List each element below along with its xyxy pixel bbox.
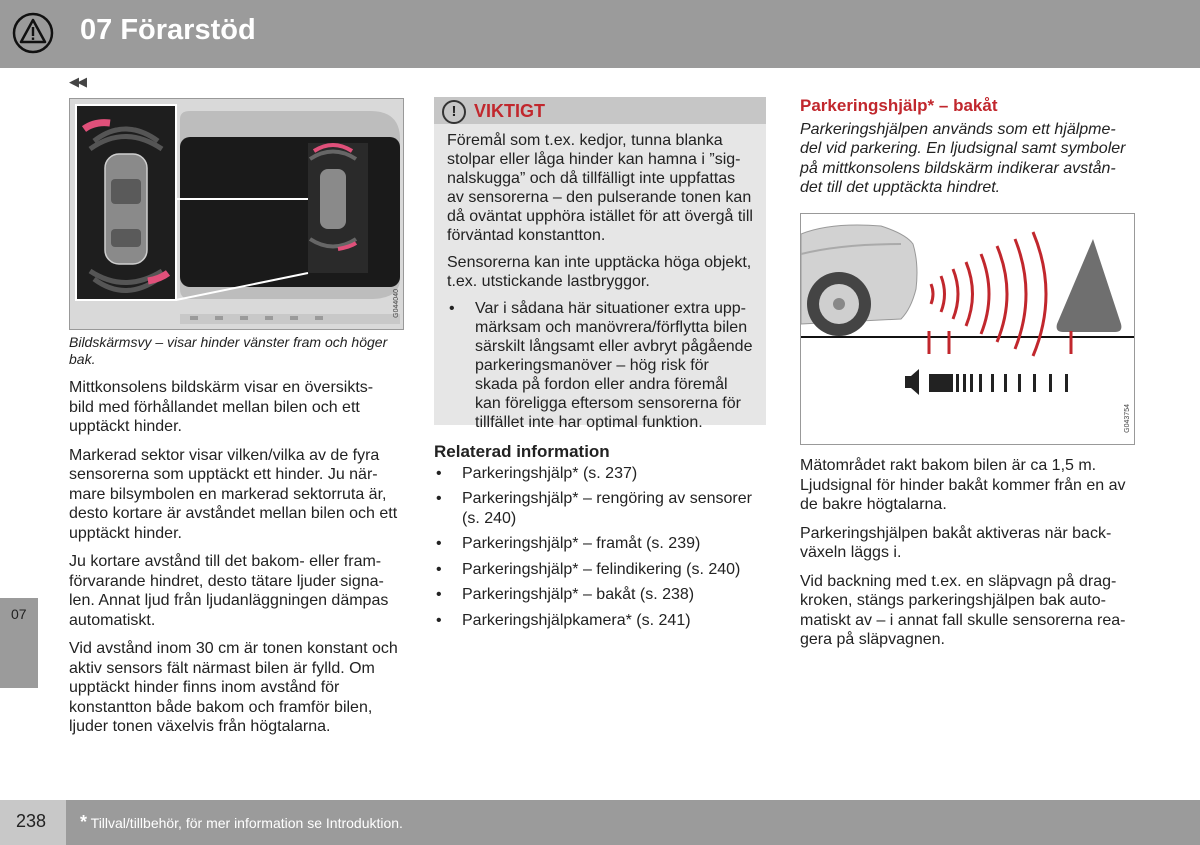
related-link[interactable]: • Parkeringshjälp* (s. 237)	[434, 464, 766, 484]
right-column-top	[800, 96, 1135, 207]
page-header	[0, 0, 1200, 68]
chapter-side-tab	[0, 598, 38, 688]
footer-note	[80, 812, 403, 833]
section-heading: Parkeringshjälp* – bakåt	[800, 96, 998, 115]
right-column-bottom	[800, 456, 1135, 659]
chapter-title: 07 Förarstöd	[80, 14, 256, 46]
left-column	[69, 334, 399, 746]
important-bullet: • Var i sådana här situationer extra upp- märksam och manövrera/förflytta bilen särskilt långsamt eller avbryt pågående parkeringsmanöver – hög risk för skada på fordon eller andra föremål kan föreligga eftersom sensorerna för tillfället inte har optimal funktion.	[447, 299, 753, 432]
important-paragraph-2: Sensorerna kan inte upptäcka höga objekt, t.ex. utstickande lastbryggor.	[447, 254, 752, 290]
figure-caption: Bildskärmsvy – visar hinder vänster fram och höger bak.	[69, 334, 388, 367]
related-link[interactable]: • Parkeringshjälp* – felindikering (s. 240)	[434, 560, 766, 580]
warning-triangle-icon	[0, 0, 66, 68]
related-title: Relaterad information	[434, 442, 610, 461]
left-paragraph-1: Mittkonsolens bildskärm visar en översikts- bild med förhållandet mellan bilen och ett upptäckt hinder.	[69, 379, 374, 435]
speaker-icon	[905, 369, 919, 395]
figure-display-screen	[69, 98, 404, 330]
related-link[interactable]: • Parkeringshjälp* – bakåt (s. 238)	[434, 585, 766, 605]
exclamation-icon: !	[442, 100, 466, 124]
figure-code: G043754	[1124, 404, 1131, 433]
section-intro: Parkeringshjälpen används som ett hjälpme- del vid parkering. En ljudsignal samt symboler på mittkonsolens bildskärm indikerar avstån- det till det upptäckta hindret.	[800, 120, 1126, 196]
related-link[interactable]: • Parkeringshjälp* – framåt (s. 239)	[434, 534, 766, 554]
right-paragraph-2: Parkeringshjälpen bakåt aktiveras när back- växeln läggs i.	[800, 524, 1112, 561]
important-body	[434, 124, 766, 432]
page-number: 238	[16, 811, 47, 831]
right-paragraph-1: Mätområdet rakt bakom bilen är ca 1,5 m. Ljudsignal för hinder bakåt kommer från en av de bakre högtalarna.	[800, 457, 1126, 513]
left-paragraph-4: Vid avstånd inom 30 cm är tonen konstant och aktiv sensors fält närmast bilen är fylld. Om upptäckt hinder finns inom avstånd för konstantton både bakom och framför bilen, ljuder tonen växelvis från högtalarna.	[69, 640, 398, 735]
important-header	[434, 97, 766, 124]
related-list	[434, 464, 766, 631]
related-link[interactable]: • Parkeringshjälpkamera* (s. 241)	[434, 611, 766, 631]
important-title: VIKTIGT	[474, 101, 545, 121]
warning-icon-box	[0, 0, 66, 68]
left-paragraph-2: Markerad sektor visar vilken/vilka av de fyra sensorerna som upptäckt ett hinder. Ju när- mare bilsymbolen en markerad sektorruta är, desto kortare är avståndet mellan bilen och ett upptäckt hinder.	[69, 446, 398, 542]
right-paragraph-3: Vid backning med t.ex. en släpvagn på drag- kroken, stängs parkeringshjälpen bak auto- matiskt av – i annat fall skulle sensorerna rea- gera på släpvagnen.	[800, 572, 1126, 648]
figure-rear-sensor	[800, 213, 1135, 445]
page-footer	[0, 800, 1200, 845]
footer-note-text: Tillval/tillbehör, för mer information se Introduktion.	[90, 815, 403, 831]
important-box	[434, 97, 766, 431]
related-information	[434, 442, 766, 636]
prev-arrows-icon[interactable]: ◀◀	[69, 74, 85, 89]
chapter-side-tab-label: 07	[11, 606, 27, 622]
page-number-box	[0, 800, 66, 845]
figure-code: G044040	[393, 289, 400, 318]
rear-sensor-illustration	[801, 214, 1134, 444]
important-bullets	[447, 299, 753, 432]
related-link[interactable]: • Parkeringshjälp* – rengöring av sensorer (s. 240)	[434, 489, 766, 528]
left-paragraph-3: Ju kortare avstånd till det bakom- eller fram- förvarande hindret, desto tätare ljuder signa- len. Annat ljud från ljudanläggningen dämpas automatiskt.	[69, 553, 389, 629]
footer-star: *	[80, 812, 88, 832]
display-illustration	[70, 99, 403, 329]
important-paragraph-1: Föremål som t.ex. kedjor, tunna blanka stolpar eller låga hinder kan hamna i ”sig- nalskugga” och då tillfälligt inte uppfattas av sensorerna – den pulserande tonen kan då oväntat upphöra istället för att övergå till förväntad konstantton.	[447, 132, 753, 244]
